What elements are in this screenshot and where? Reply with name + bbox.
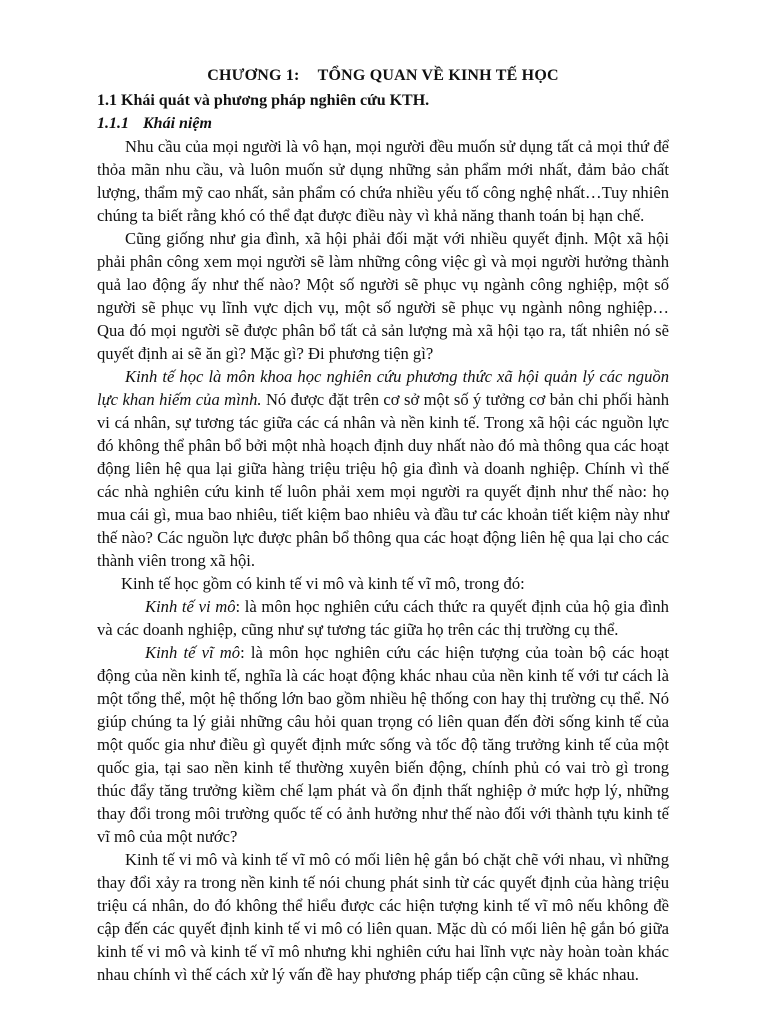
term-micro: Kinh tế vi mô <box>145 597 236 616</box>
paragraph-3 <box>97 365 669 572</box>
section-heading: 1.1 Khái quát và phương pháp nghiên cứu KTH. <box>97 92 430 109</box>
paragraph-1: Nhu cầu của mọi người là vô hạn, mọi người đều muốn sử dụng tất cả mọi thứ để thỏa mãn nhu cầu, và luôn muốn sử dụng những sản phẩm mới nhất, đảm bảo chất lượng, thẩm mỹ cao nhất, sản phẩm có chứa nhiều yếu tố công nghệ nhất…Tuy nhiên chúng ta biết rằng khó có thể đạt được điều này vì khả năng thanh toán bị hạn chế. <box>97 137 669 225</box>
subsection-heading <box>97 112 669 135</box>
paragraph-2: Cũng giống như gia đình, xã hội phải đối mặt với nhiều quyết định. Một xã hội phải phân công xem mọi người sẽ làm những công việc gì và mọi người hưởng thành quả lao động ấy như thế nào? Một số người sẽ phục vụ ngành công nghiệp, một số người sẽ phục vụ lĩnh vực dịch vụ, một số người sẽ phục vụ ngành nông nghiệp…Qua đó mọi người sẽ được phân bổ tất cả sản lượng mà xã hội tạo ra, tất nhiên nó sẽ quyết định ai sẽ ăn gì? Mặc gì? Đi phương tiện gì? <box>97 229 669 363</box>
paragraph-macro-body: : là môn học nghiên cứu các hiện tượng của toàn bộ các hoạt động của nền kinh tế, nghĩa là các hoạt động khác nhau của nền kinh tế với tư cách là một tổng thể, một hệ thống lớn bao gồm nhiều hệ thống con hay thị trường cụ thể. Nó giúp chúng ta lý giải những câu hỏi quan trọng có liên quan đến đời sống kinh tế của một quốc gia như điều gì quyết định mức sống và tốc độ tăng trưởng kinh tế của một quốc gia, tại sao nền kinh tế thường xuyên biến động, chính phủ có vai trò gì trong thúc đẩy tăng trưởng kiềm chế lạm phát và ổn định thất nghiệp ở mức hợp lý, những thay đổi trong môi trường quốc tế có ảnh hưởng như thế nào đối với thành tựu kinh tế vĩ mô của một nước? <box>97 643 669 846</box>
document-page <box>97 64 669 986</box>
chapter-title <box>97 64 669 87</box>
paragraph-macro <box>97 641 669 848</box>
subsection-title: Khái niệm <box>143 115 212 132</box>
definition-emphasis: Kinh tế học là môn khoa học nghiên cứu phương thức xã hội quản lý các nguồn lực khan hiếm của mình. <box>97 367 669 409</box>
paragraph-micro-body: : là môn học nghiên cứu cách thức ra quyết định của hộ gia đình và các doanh nghiệp, cũng như sự tương tác giữa họ trên các thị trường cụ thể. <box>97 597 669 639</box>
paragraph-4: Kinh tế học gồm có kinh tế vi mô và kinh tế vĩ mô, trong đó: <box>121 574 525 593</box>
subsection-number: 1.1.1 <box>97 115 129 132</box>
paragraph-3-body: Nó được đặt trên cơ sở một số ý tưởng cơ bản chi phối hành vi cá nhân, sự tương tác giữa các cá nhân và nền kinh tế. Trong xã hội các nguồn lực đó không thể phân bổ bởi một nhà hoạch định duy nhất nào đó mà thông qua các hoạt động liên hệ qua lại giữa hàng triệu triệu hộ gia đình và doanh nghiệp. Chính vì thế các nhà nghiên cứu kinh tế luôn phải xem mọi người ra quyết định như thế nào: họ mua cái gì, mua bao nhiêu, tiết kiệm bao nhiêu và đầu tư các khoản tiết kiệm này như thế nào? Các nguồn lực được phân bổ thông qua các hoạt động liên hệ qua lại cho các thành viên trong xã hội. <box>97 390 669 570</box>
term-macro: Kinh tế vĩ mô <box>145 643 241 662</box>
chapter-number: CHƯƠNG 1: <box>207 67 300 84</box>
paragraph-7: Kinh tế vi mô và kinh tế vĩ mô có mối liên hệ gắn bó chặt chẽ với nhau, vì những thay đổi xảy ra trong nền kinh tế nói chung phát sinh từ các quyết định của hàng triệu triệu cá nhân, do đó không thể hiểu được các hiện tượng kinh tế vĩ mô nếu không đề cập đến các quyết định kinh tế vi mô có liên quan. Mặc dù có mối liên hệ gắn bó giữa kinh tế vi mô và kinh tế vĩ mô nhưng khi nghiên cứu hai lĩnh vực này hoàn toàn khác nhau chính vì thế cách xử lý vấn đề hay phương pháp tiếp cận cũng sẽ khác nhau. <box>97 850 669 984</box>
paragraph-micro <box>97 595 669 641</box>
chapter-name: TỔNG QUAN VỀ KINH TẾ HỌC <box>317 67 559 84</box>
